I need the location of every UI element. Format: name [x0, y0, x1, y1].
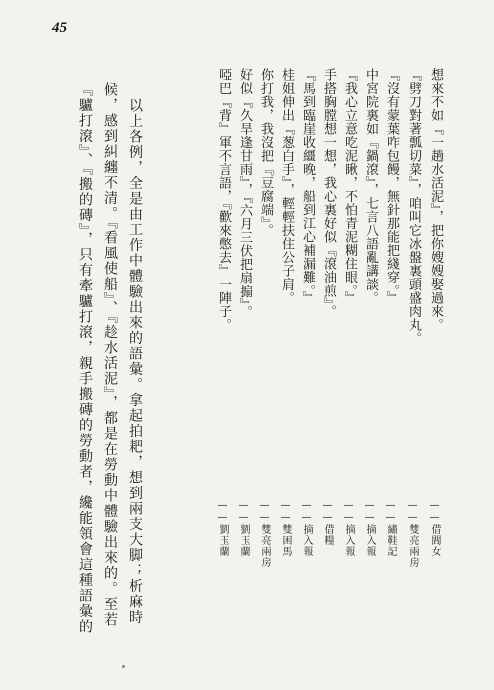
quote-source: ——借糧: [322, 500, 333, 546]
quote-line: 啞巴『背』軍不言語，『歡來憋去』一陣子。: [216, 68, 231, 332]
quote-source: ——劉玉蘭: [217, 500, 228, 557]
quote-line: 桂姐伸出『葱白手』，輕輕扶住公子肩。: [279, 68, 294, 305]
quote-source: ——劉玉蘭: [238, 500, 249, 557]
quote-source: ——摘入報: [364, 500, 375, 557]
quote-line: 『劈刀對著瓢切菜』，咱叫它冰盤裏頭盛肉丸。: [406, 68, 421, 345]
paragraph-line: 候，感到糾纏不清。『看風使船』、『趁水活泥』，都是在勞動中體驗出來的。至若: [102, 82, 118, 628]
quote-source: ——雙困馬: [280, 500, 291, 557]
quote-source: ——雙亮兩房: [407, 500, 418, 568]
paragraph-line: 以上各例，全是由工作中體驗出來的語彙。拿起拍耙，想到兩支大脚；析麻時: [127, 98, 143, 625]
quote-source: ——雙亮兩房: [259, 500, 270, 568]
quote-source: ——摘入報: [343, 500, 354, 557]
print-speck: [122, 665, 125, 668]
quote-line: 你打我，我沒把『豆腐端』。: [258, 68, 273, 237]
quote-line: 想來不如『一趟水活泥』，把你嫂嫂娶過來。: [428, 68, 443, 332]
quote-line: 中宮院裏如『鍋滾』，七言八語亂講談。: [363, 68, 378, 305]
quote-line: 『我心立意吃泥瞅，不怕青泥糊住眼。』: [342, 68, 357, 305]
paragraph-line: 『驢打滾』、『搬的磚』，只有牽驢打滾，親手搬磚的勞動者，纔能領會這種語彙的: [77, 82, 93, 635]
quote-source: ——摘入報: [301, 500, 312, 557]
page-number: 45: [52, 20, 67, 36]
quote-line: 『沒有蒙葉咋包饅，無針那能把綫穿。』: [384, 68, 399, 305]
quote-source: ——繡鞋記: [385, 500, 396, 557]
quote-source: ——借閻女: [429, 500, 440, 557]
quote-line: 手搭胸膛想一想，我心裏好似『滾油煎』。: [321, 68, 336, 318]
quote-line: 『馬到臨崖收繮晚，船到江心補漏難。』: [300, 68, 315, 305]
quote-line: 好似『久旱逢甘雨』，『六月三伏把扇搧』。: [237, 68, 252, 319]
